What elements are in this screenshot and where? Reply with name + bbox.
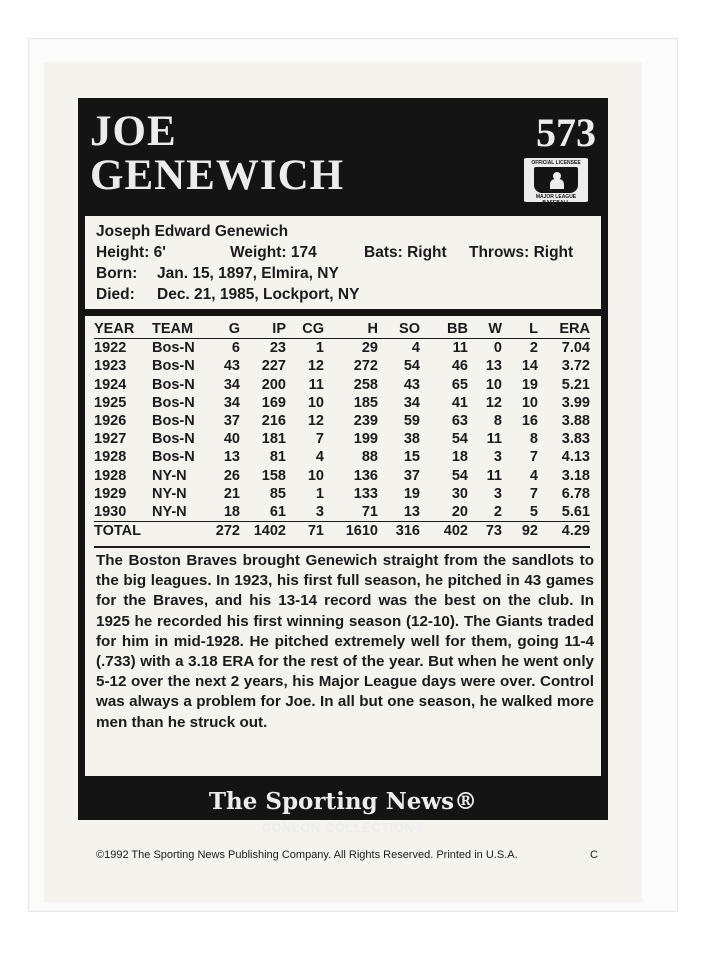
born-value: Jan. 15, 1897, Elmira, NY (157, 265, 339, 282)
cell-bb: 54 (451, 467, 468, 484)
cell-h: 185 (353, 394, 378, 411)
cell-l: 7 (529, 485, 538, 502)
cell-ip: 85 (269, 485, 286, 502)
total-g: 272 (215, 523, 240, 540)
cell-so: 15 (403, 449, 420, 466)
cell-bb: 30 (451, 485, 468, 502)
cell-l: 5 (529, 503, 538, 520)
col-ip: IP (272, 321, 286, 338)
cell-era: 3.18 (561, 467, 590, 484)
cell-g: 43 (223, 358, 240, 375)
cell-h: 136 (353, 467, 378, 484)
player-first-name: JOE (90, 108, 177, 155)
died-value: Dec. 21, 1985, Lockport, NY (157, 286, 360, 303)
cell-bb: 41 (451, 394, 468, 411)
cell-ip: 158 (261, 467, 286, 484)
cell-g: 13 (223, 449, 240, 466)
cell-bb: 63 (451, 413, 468, 430)
mlb-logo-icon (524, 158, 588, 206)
total-w: 73 (485, 523, 502, 540)
total-h: 1610 (345, 523, 378, 540)
col-g: G (228, 321, 240, 338)
cell-cg: 10 (307, 467, 324, 484)
cell-so: 38 (403, 431, 420, 448)
bats: Bats: Right (364, 244, 447, 261)
total-l: 92 (521, 523, 538, 540)
cell-l: 7 (529, 449, 538, 466)
cell-year: 1925 (94, 394, 127, 411)
cell-era: 5.61 (561, 503, 590, 520)
cell-w: 3 (493, 485, 502, 502)
cell-team: Bos-N (152, 358, 195, 375)
col-era: ERA (559, 321, 590, 338)
cell-cg: 4 (315, 449, 324, 466)
cell-so: 13 (403, 503, 420, 520)
cell-g: 26 (223, 467, 240, 484)
total-so: 316 (395, 523, 420, 540)
logo-text-top: OFFICIAL LICENSEE (531, 160, 581, 166)
cell-so: 34 (403, 394, 420, 411)
sporting-news-logo: The Sporting News® (208, 788, 478, 815)
cell-year: 1930 (94, 503, 127, 520)
cell-era: 3.99 (561, 394, 590, 411)
weight: Weight: 174 (230, 244, 317, 261)
col-so: SO (399, 321, 420, 338)
player-name (90, 110, 344, 198)
cell-era: 6.78 (561, 485, 590, 502)
cell-ip: 227 (261, 358, 286, 375)
cell-ip: 81 (269, 449, 286, 466)
cell-ip: 216 (261, 413, 286, 430)
col-l: L (529, 321, 538, 338)
cell-ip: 23 (269, 340, 286, 357)
col-bb: BB (447, 321, 468, 338)
cell-l: 8 (529, 431, 538, 448)
cell-team: Bos-N (152, 394, 195, 411)
career-blurb: The Boston Braves brought Genewich straight from the sandlots to the big leagues. In 1923, his first full season, he pitched in 43 games for the Braves, and his 13-14 record was the best on the club. In 1925 he recorded his first winning season (12-10). The Giants traded for him in mid-1928. He pitched extremely well for them, going 11-4 (.733) with a 3.18 ERA for the rest of the year. But when he went only 5-12 over the next 2 years, his Major League days were over. Control was always a problem for Joe. In all but one season, he walked more men than he struck out. (96, 552, 594, 731)
cell-so: 43 (403, 376, 420, 393)
cell-cg: 10 (307, 394, 324, 411)
stats-header-row (94, 320, 590, 339)
cell-era: 3.88 (561, 413, 590, 430)
cell-g: 6 (231, 340, 240, 357)
mlb-batter-silhouette-icon (534, 167, 578, 193)
cell-l: 4 (529, 467, 538, 484)
cell-w: 3 (493, 449, 502, 466)
full-name: Joseph Edward Genewich (96, 223, 289, 240)
pitching-stats-table (94, 320, 590, 540)
stats-total-row (94, 522, 590, 541)
cell-l: 10 (521, 394, 538, 411)
cell-team: NY-N (152, 485, 187, 502)
cell-year: 1928 (94, 467, 127, 484)
cell-so: 4 (411, 340, 420, 357)
cell-so: 54 (403, 358, 420, 375)
cell-cg: 12 (307, 358, 324, 375)
cell-h: 88 (361, 449, 378, 466)
col-year: YEAR (94, 321, 135, 338)
cell-ip: 61 (269, 503, 286, 520)
height: Height: 6' (96, 244, 166, 261)
cell-bb: 11 (452, 340, 468, 357)
col-h: H (367, 321, 378, 338)
table-row (94, 339, 590, 358)
total-cg: 71 (307, 523, 324, 540)
cell-g: 34 (223, 394, 240, 411)
cell-ip: 181 (261, 431, 286, 448)
cell-era: 5.21 (561, 376, 590, 393)
cell-g: 37 (223, 413, 240, 430)
cell-era: 4.13 (561, 449, 590, 466)
cell-w: 12 (485, 394, 502, 411)
logo-text-bottom: MAJOR LEAGUE BASEBALL (535, 194, 577, 206)
cell-h: 272 (353, 358, 378, 375)
cell-team: NY-N (152, 503, 187, 520)
cell-h: 239 (353, 413, 378, 430)
cell-team: Bos-N (152, 376, 195, 393)
cell-year: 1927 (94, 431, 127, 448)
print-code-letter: C (590, 849, 598, 861)
cell-year: 1928 (94, 449, 127, 466)
cell-year: 1923 (94, 358, 127, 375)
cell-cg: 7 (315, 431, 324, 448)
conlon-collection-label: CONLON COLLECTION® (261, 820, 425, 835)
cell-ip: 200 (261, 376, 286, 393)
cell-g: 21 (223, 485, 240, 502)
total-bb: 402 (443, 523, 468, 540)
table-row (94, 467, 590, 485)
total-ip: 1402 (253, 523, 286, 540)
cell-w: 10 (485, 376, 502, 393)
cell-bb: 18 (451, 449, 468, 466)
total-era: 4.29 (561, 523, 590, 540)
cell-w: 11 (486, 431, 502, 448)
col-w: W (488, 321, 502, 338)
cell-w: 13 (485, 358, 502, 375)
cell-era: 7.04 (561, 340, 590, 357)
table-row (94, 357, 590, 375)
cell-w: 11 (486, 467, 502, 484)
cell-cg: 1 (315, 485, 324, 502)
cell-h: 29 (361, 340, 378, 357)
cell-g: 40 (223, 431, 240, 448)
cell-so: 59 (403, 413, 420, 430)
cell-l: 2 (529, 340, 538, 357)
cell-so: 19 (403, 485, 420, 502)
cell-bb: 65 (451, 376, 468, 393)
cell-bb: 46 (451, 358, 468, 375)
cell-h: 258 (353, 376, 378, 393)
cell-bb: 54 (451, 431, 468, 448)
divider-rule (94, 546, 590, 548)
cell-team: Bos-N (152, 431, 195, 448)
copyright-line: ©1992 The Sporting News Publishing Company. All Rights Reserved. Printed in U.S.A. (96, 849, 518, 861)
cell-bb: 20 (451, 503, 468, 520)
cell-l: 16 (521, 413, 538, 430)
cell-team: Bos-N (152, 340, 195, 357)
cell-year: 1922 (94, 340, 127, 357)
born-label: Born: (96, 265, 138, 282)
cell-year: 1929 (94, 485, 127, 502)
cell-so: 37 (403, 467, 420, 484)
player-last-name: GENEWICH (90, 152, 345, 199)
cell-era: 3.72 (561, 358, 590, 375)
cell-w: 8 (493, 413, 502, 430)
total-label: TOTAL (94, 523, 141, 540)
cell-cg: 12 (307, 413, 324, 430)
cell-team: Bos-N (152, 449, 195, 466)
col-cg: CG (302, 321, 324, 338)
cell-ip: 169 (261, 394, 286, 411)
table-row (94, 485, 590, 503)
cell-year: 1924 (94, 376, 127, 393)
cell-year: 1926 (94, 413, 127, 430)
table-row (94, 448, 590, 466)
table-row (94, 394, 590, 412)
table-row (94, 376, 590, 394)
cell-g: 34 (223, 376, 240, 393)
cell-h: 199 (353, 431, 378, 448)
col-team: TEAM (152, 321, 194, 338)
died-label: Died: (96, 286, 135, 303)
throws: Throws: Right (469, 244, 574, 261)
cell-w: 2 (493, 503, 502, 520)
cell-l: 19 (521, 376, 538, 393)
cell-cg: 3 (315, 503, 324, 520)
cell-g: 18 (223, 503, 240, 520)
cell-w: 0 (493, 340, 502, 357)
table-row (94, 503, 590, 522)
cell-cg: 1 (315, 340, 324, 357)
table-row (94, 412, 590, 430)
card-number: 573 (536, 110, 596, 155)
total-team (152, 522, 210, 541)
cell-h: 71 (361, 503, 378, 520)
cell-cg: 11 (308, 376, 324, 393)
cell-l: 14 (521, 358, 538, 375)
cell-team: NY-N (152, 467, 187, 484)
cell-h: 133 (353, 485, 378, 502)
cell-team: Bos-N (152, 413, 195, 430)
cell-era: 3.83 (561, 431, 590, 448)
table-row (94, 430, 590, 448)
